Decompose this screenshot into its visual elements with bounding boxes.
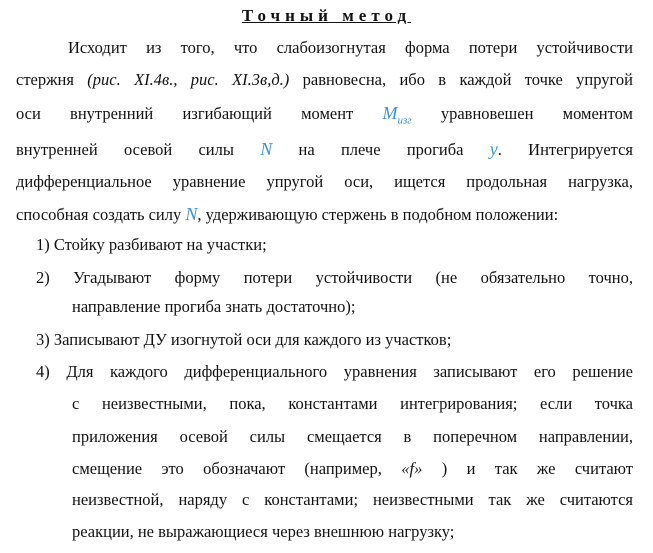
text: 1) Стойку разбивают на участки; xyxy=(36,235,267,254)
text: способная создать силу xyxy=(16,205,186,224)
text: , удерживающую стержень в подобном положении: xyxy=(197,205,559,224)
symbol-displacement: «f» xyxy=(401,459,423,478)
text: приложения осевой силы смещается в поперечном направлении, xyxy=(72,427,633,446)
text: направление прогиба знать достаточно); xyxy=(72,297,356,316)
list-item-4-line-5 xyxy=(72,490,633,510)
para-line-6 xyxy=(16,204,633,224)
list-item-4-line-2 xyxy=(72,394,633,414)
list-item-2-line-2 xyxy=(72,297,633,317)
text: 2) Угадывают форму потери устойчивости (не обязательно точно, xyxy=(36,268,633,287)
list-item-4-line-4 xyxy=(72,459,633,479)
text: с неизвестными, пока, константами интегрирования; если точка xyxy=(72,394,633,413)
symbol-force: N xyxy=(185,204,198,224)
text: уравновешен моментом xyxy=(411,104,633,123)
para-line-4 xyxy=(16,139,633,159)
text: ) и так же считают xyxy=(422,459,633,478)
list-item-3 xyxy=(36,330,633,350)
text: равновесна, ибо в каждой точке упругой xyxy=(289,70,633,89)
text: . Интегрируется xyxy=(497,140,633,159)
text: внутренней осевой силы xyxy=(16,140,261,159)
list-item-2-line-1 xyxy=(36,268,633,288)
text: 4) Для каждого дифференциального уравнения записывают его решение xyxy=(36,362,633,381)
text: неизвестной, наряду с константами; неизвестными так же считаются xyxy=(72,490,633,509)
para-line-5 xyxy=(16,172,633,192)
list-item-4-line-1 xyxy=(36,362,633,382)
figure-reference: (рис. XI.4в., рис. XI.3в,д.) xyxy=(87,70,290,89)
text: на плече прогиба xyxy=(272,140,490,159)
section-title: Точный метод xyxy=(241,6,412,25)
text: оси внутренний изгибающий момент xyxy=(16,104,383,123)
text: реакции, не выражающиеся через внешнюю нагрузку; xyxy=(72,522,455,541)
para-line-1 xyxy=(68,38,633,58)
list-item-4-line-6 xyxy=(72,522,633,542)
text: Исходит из того, что слабоизогнутая форма потери устойчивости xyxy=(68,38,633,57)
text: дифференциальное уравнение упругой оси, ищется продольная нагрузка, xyxy=(16,172,633,191)
text: смещение это обозначают (например, xyxy=(72,459,402,478)
symbol-force: N xyxy=(260,139,273,159)
list-item-4-line-3 xyxy=(72,427,633,447)
para-line-2 xyxy=(16,70,633,90)
text: стержня xyxy=(16,70,88,89)
text: 3) Записывают ДУ изогнутой оси для каждого из участков; xyxy=(36,330,452,349)
list-item-1 xyxy=(36,235,633,255)
para-line-3 xyxy=(16,103,633,127)
symbol-moment: $M_{изг}$ xyxy=(382,103,412,127)
symbol-deflection: y xyxy=(489,139,498,159)
